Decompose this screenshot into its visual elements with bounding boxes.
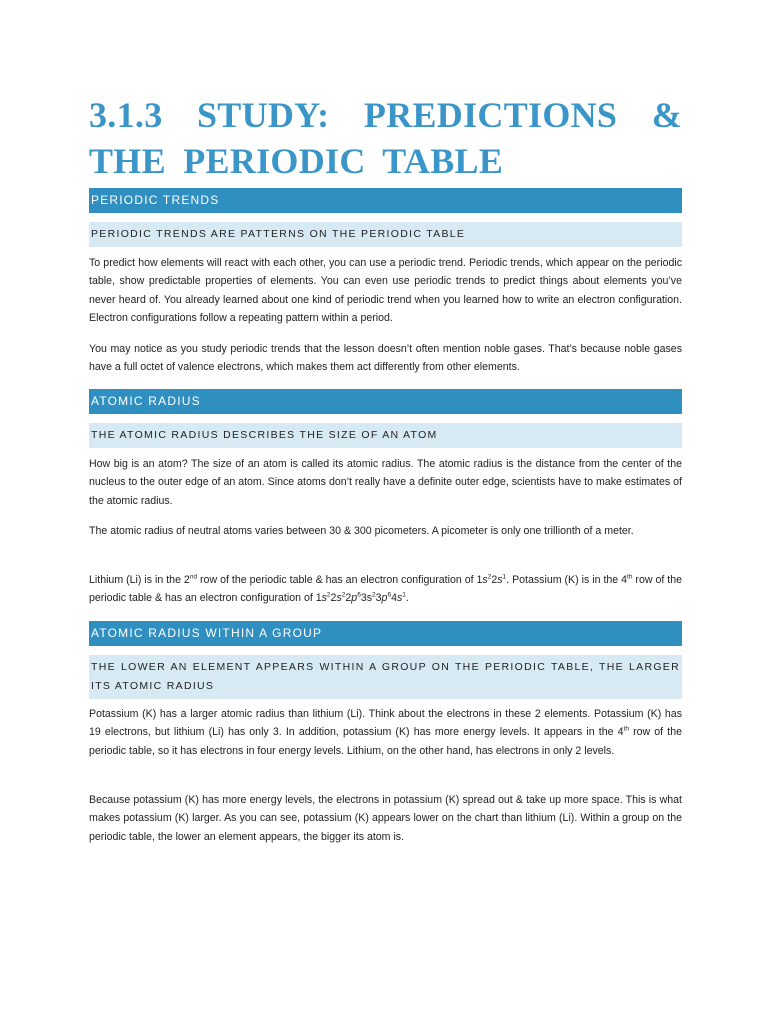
potassium-config: $s^22s^22p^63s^23p^64s^1$ <box>321 591 406 605</box>
subheading-periodic-trends: PERIODIC TRENDS ARE PATTERNS ON THE PERIODIC TABLE <box>89 222 682 247</box>
section-heading-atomic-radius-group: ATOMIC RADIUS WITHIN A GROUP <box>89 621 682 646</box>
radius-3-text-b: row of the periodic table & has an electron configuration of 1 <box>197 574 483 586</box>
paragraph-radius-2: The atomic radius of neutral atoms varies between 30 & 300 picometers. A picometer is only one trillionth of a meter. <box>89 525 634 537</box>
paragraph-trends-1: To predict how elements will react with each other, you can use a periodic trend. Periodic trends, which appear on the periodic table, show predictable properties of elements. You can even use periodic trends to predict things about elements you’ve never heard of. You already learned about one kind of periodic trend when you learned how to write an electron configuration. Electron configurations follow a repeating pattern within a period. <box>89 257 682 324</box>
radius-3-text-a: Lithium (Li) is in the 2 <box>89 574 190 586</box>
radius-3-text-d: row of the periodic table & has an electron configuration of 1 <box>89 574 682 605</box>
page-title: 3.1.3 STUDY: PREDICTIONS & THE PERIODIC TABLE <box>89 95 682 181</box>
subheading-atomic-radius-group: THE LOWER AN ELEMENT APPEARS WITHIN A GROUP ON THE PERIODIC TABLE, THE LARGER ITS ATOMIC RADIUS <box>89 655 682 699</box>
paragraph-radius-3: Lithium (Li) is in the 2nd row of the periodic table & has an electron configuration of $1s^22s^1$. Potassium (K) is in the 4th row of the periodic table & has an electron configuration of $1s^22s^22p^63s^23p^64s^1$. <box>89 573 682 605</box>
radius-3-sup-nd: nd <box>189 573 198 581</box>
radius-3-sup-th: th <box>627 573 633 581</box>
paragraph-radius-1: How big is an atom? The size of an atom is called its atomic radius. The atomic radius is the distance from the center of the nucleus to the outer edge of an atom. Since atoms don’t really have a definite outer edge, scientists have to make estimates of the atomic radius. <box>89 458 682 507</box>
section-heading-atomic-radius: ATOMIC RADIUS <box>89 389 682 414</box>
subheading-atomic-radius: THE ATOMIC RADIUS DESCRIBES THE SIZE OF AN ATOM <box>89 423 682 448</box>
paragraph-group-2: Because potassium (K) has more energy levels, the electrons in potassium (K) spread out & take up more space. This is what makes potassium (K) larger. As you can see, potassium (K) appears lower on the chart than lithium (Li). Within a group on the periodic table, the lower an element appears, the bigger its atom is. <box>89 794 682 843</box>
paragraph-group-1: Potassium (K) has a larger atomic radius than lithium (Li). Think about the electrons in these 2 elements. Potassium (K) has 19 electrons, but lithium (Li) has only 3. In addition, potassium (K) has more energy levels. It appears in the 4th row of the periodic table, so it has electrons in four energy levels. Lithium, on the other hand, has electrons in only 2 levels. <box>89 708 682 757</box>
paragraph-trends-2: You may notice as you study periodic trends that the lesson doesn’t often mention noble gases. That’s because noble gases have a full octet of valence electrons, which makes them act differently from other elements. <box>89 343 682 374</box>
section-heading-periodic-trends: PERIODIC TRENDS <box>89 188 682 213</box>
radius-3-text-c: . Potassium (K) is in the 4 <box>506 574 628 586</box>
lithium-config: $s^22s^1$ <box>482 573 507 586</box>
